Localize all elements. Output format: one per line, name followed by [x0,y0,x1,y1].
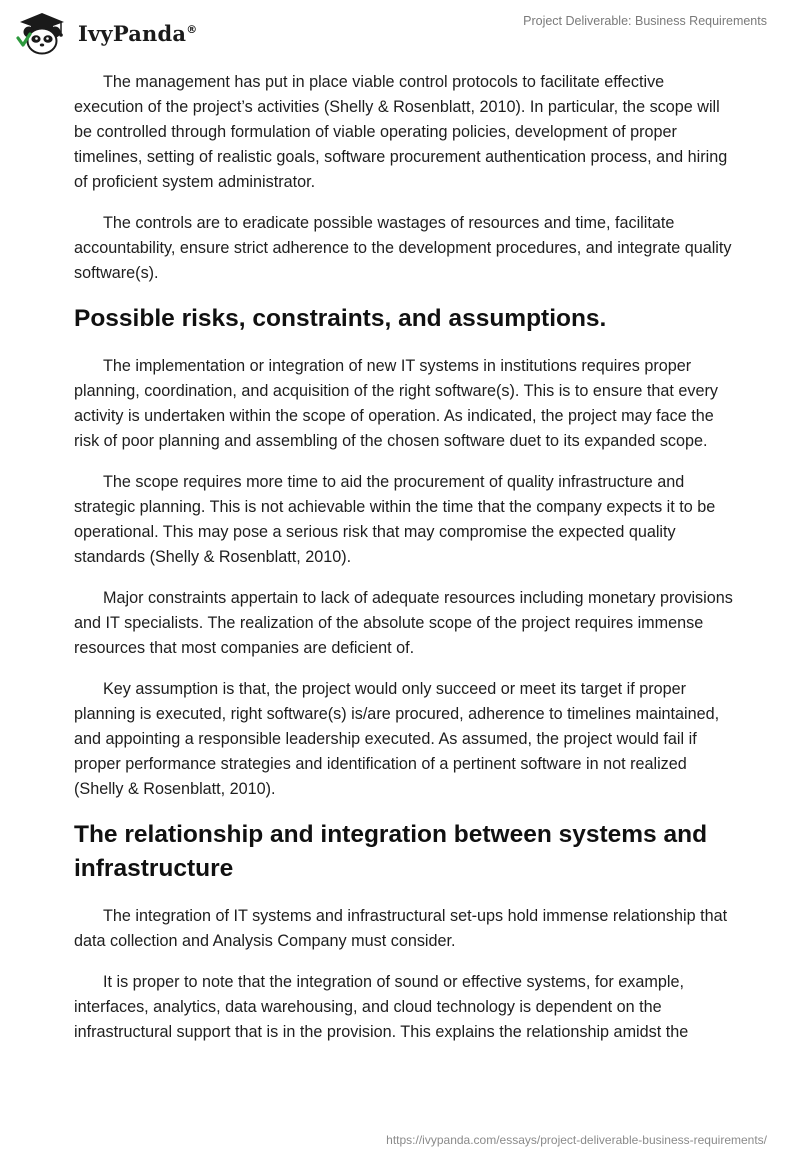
paragraph: Major constraints appertain to lack of adequate resources including monetary provisions and IT specialists. The realization of the absolute scope of the project requires immense resources that most companies are deficient of. [74,589,733,657]
document-title: Project Deliverable: Business Requirements [523,14,767,28]
panda-graduate-icon [14,8,70,56]
paragraph: Key assumption is that, the project would only succeed or meet its target if proper planning is executed, right software(s) is/are procured, adherence to timelines maintained, and appointing a responsible leadership executed. As assumed, the project would fail if proper performance strategies and identification of a pertinent software in not realized (Shelly & Rosenblatt, 2010). [74,680,720,798]
paragraph: The controls are to eradicate possible wastages of resources and time, facilitate accountability, ensure strict adherence to the development procedures, and integrate quality software(s). [74,214,732,282]
paragraph: The scope requires more time to aid the procurement of quality infrastructure and strategic planning. This is not achievable within the time that the company expects it to be operational. This may pose a serious risk that may compromise the expected quality standards (Shelly & Rosenblatt, 2010). [74,473,716,566]
brand-logo[interactable] [14,8,197,56]
paragraph: The implementation or integration of new IT systems in institutions requires proper planning, coordination, and acquisition of the right software(s). This is to ensure that every activity is undertaken within the scope of operation. As indicated, the project may face the risk of poor planning and assembling of the chosen software duet to its expanded scope. [74,357,718,450]
section-heading: The relationship and integration between systems and infrastructure [74,821,708,882]
source-url-link[interactable]: https://ivypanda.com/essays/project-deliverable-business-requirements/ [386,1133,767,1147]
page-header [0,0,800,60]
section-heading: Possible risks, constraints, and assumptions. [74,305,607,332]
paragraph: It is proper to note that the integration of sound or effective systems, for example, interfaces, analytics, data warehousing, and cloud technology is dependent on the infrastructural support that is in the provision. This explains the relationship amidst the [74,973,689,1041]
brand-name: IvyPanda® [78,20,198,46]
essay-body [74,70,734,1061]
paragraph: The management has put in place viable control protocols to facilitate effective execution of the project’s activities (Shelly & Rosenblatt, 2010). In particular, the scope will be controlled through formulation of viable operating policies, development of proper timelines, setting of realistic goals, software procurement authentication process, and hiring of proficient system administrator. [74,73,728,191]
paragraph: The integration of IT systems and infrastructural set-ups hold immense relationship that data collection and Analysis Company must consider. [74,907,728,950]
